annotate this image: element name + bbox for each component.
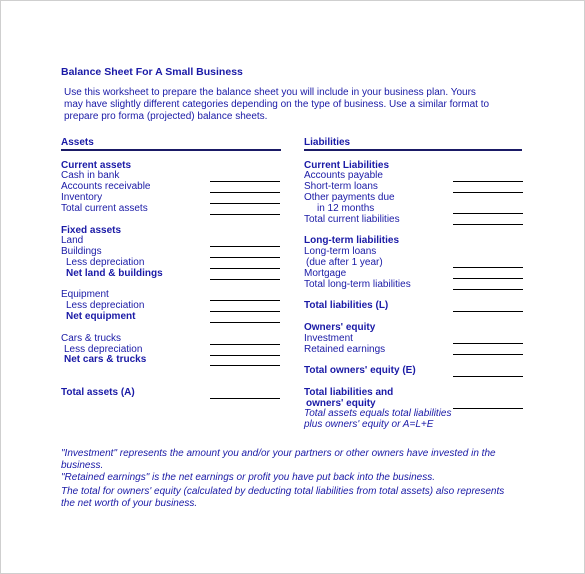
owners-equity-heading: Owners' equity (304, 322, 376, 333)
current-assets-heading: Current assets (61, 160, 132, 171)
short-term-loans-label: Short-term loans (304, 181, 378, 192)
total-long-term-liabilities-label: Total long-term liabilities (304, 279, 411, 290)
mortgage-label: Mortgage (304, 268, 347, 279)
liabilities-header-rule (304, 149, 522, 151)
net-land-buildings-label: Net land & buildings (66, 268, 163, 279)
cash-in-bank-label: Cash in bank (61, 170, 120, 181)
inventory-label: Inventory (61, 192, 103, 203)
current-liabilities-heading: Current Liabilities (304, 160, 390, 171)
total-current-assets-field[interactable] (210, 214, 280, 215)
accounts-payable-label: Accounts payable (304, 170, 383, 181)
equation-line-1: Total assets equals total liabilities (304, 408, 452, 419)
land-field[interactable] (210, 246, 280, 247)
cars-trucks-label: Cars & trucks (61, 333, 122, 344)
other-payments-due-label: Other payments due (304, 192, 395, 203)
total-current-liabilities-field[interactable] (453, 224, 523, 225)
equipment-field[interactable] (210, 300, 280, 301)
document-title: Balance Sheet For A Small Business (61, 66, 243, 78)
intro-line-2: may have slightly different categories depending on the type of business. Use a similar format to (64, 99, 490, 110)
accounts-receivable-field[interactable] (210, 192, 280, 193)
equipment-label: Equipment (61, 289, 109, 300)
investment-field[interactable] (453, 343, 523, 344)
due-after-1-year-label: (due after 1 year) (306, 257, 383, 268)
in-12-months-label: in 12 months (317, 203, 375, 214)
equipment-less-depreciation-field[interactable] (210, 311, 280, 312)
accounts-receivable-label: Accounts receivable (61, 181, 151, 192)
cars-less-depreciation-label: Less depreciation (64, 344, 143, 355)
total-long-term-liabilities-field[interactable] (453, 289, 523, 290)
assets-header: Assets (61, 137, 94, 148)
fixed-assets-heading: Fixed assets (61, 225, 122, 236)
total-current-assets-label: Total current assets (61, 203, 148, 214)
total-owners-equity-field[interactable] (453, 376, 523, 377)
net-equipment-label: Net equipment (66, 311, 136, 322)
total-liabilities-label: Total liabilities (L) (304, 300, 389, 311)
note-owners-equity-line-2: the net worth of your business. (61, 498, 198, 509)
cars-less-depreciation-field[interactable] (210, 355, 280, 356)
long-term-liabilities-heading: Long-term liabilities (304, 235, 400, 246)
note-retained-earnings: "Retained earnings" is the net earnings or profit you have put back into the business. (61, 472, 435, 483)
buildings-label: Buildings (61, 246, 102, 257)
retained-earnings-label: Retained earnings (304, 344, 386, 355)
cars-trucks-field[interactable] (210, 344, 280, 345)
total-liabilities-equity-label-1: Total liabilities and (304, 387, 394, 398)
total-current-liabilities-label: Total current liabilities (304, 214, 400, 225)
land-label: Land (61, 235, 84, 246)
equipment-less-depreciation-label: Less depreciation (66, 300, 145, 311)
net-land-buildings-field[interactable] (210, 279, 280, 280)
total-assets-label: Total assets (A) (61, 387, 135, 398)
note-investment-line-2: business. (61, 460, 104, 471)
assets-header-rule (61, 149, 281, 151)
inventory-field[interactable] (210, 203, 280, 204)
retained-earnings-field[interactable] (453, 354, 523, 355)
accounts-payable-field[interactable] (453, 181, 523, 182)
total-assets-field[interactable] (210, 398, 280, 399)
total-liabilities-field[interactable] (453, 311, 523, 312)
equation-line-2: plus owners' equity or A=L+E (304, 419, 434, 430)
long-term-loans-label: Long-term loans (304, 246, 377, 257)
buildings-field[interactable] (210, 257, 280, 258)
intro-line-3: prepare pro forma (projected) balance sheets. (64, 111, 268, 122)
net-equipment-field[interactable] (210, 322, 280, 323)
short-term-loans-field[interactable] (453, 192, 523, 193)
other-payments-due-field[interactable] (453, 213, 523, 214)
note-owners-equity-line-1: The total for owners' equity (calculated by deducting total liabilities from total assets) also represents (61, 486, 505, 497)
total-liabilities-equity-field[interactable] (453, 408, 523, 409)
note-investment-line-1: "Investment" represents the amount you and/or your partners or other owners have invested in the (61, 448, 496, 459)
mortgage-field[interactable] (453, 278, 523, 279)
total-liabilities-equity-label-2: owners' equity (306, 398, 376, 409)
liabilities-header: Liabilities (304, 137, 351, 148)
net-cars-trucks-field[interactable] (210, 365, 280, 366)
net-cars-trucks-label: Net cars & trucks (64, 354, 147, 365)
buildings-less-depreciation-label: Less depreciation (66, 257, 145, 268)
investment-label: Investment (304, 333, 353, 344)
total-owners-equity-label: Total owners' equity (E) (304, 365, 416, 376)
buildings-less-depreciation-field[interactable] (210, 268, 280, 269)
intro-line-1: Use this worksheet to prepare the balance sheet you will include in your business plan. Yours (64, 87, 476, 98)
long-term-loans-field[interactable] (453, 267, 523, 268)
cash-in-bank-field[interactable] (210, 181, 280, 182)
